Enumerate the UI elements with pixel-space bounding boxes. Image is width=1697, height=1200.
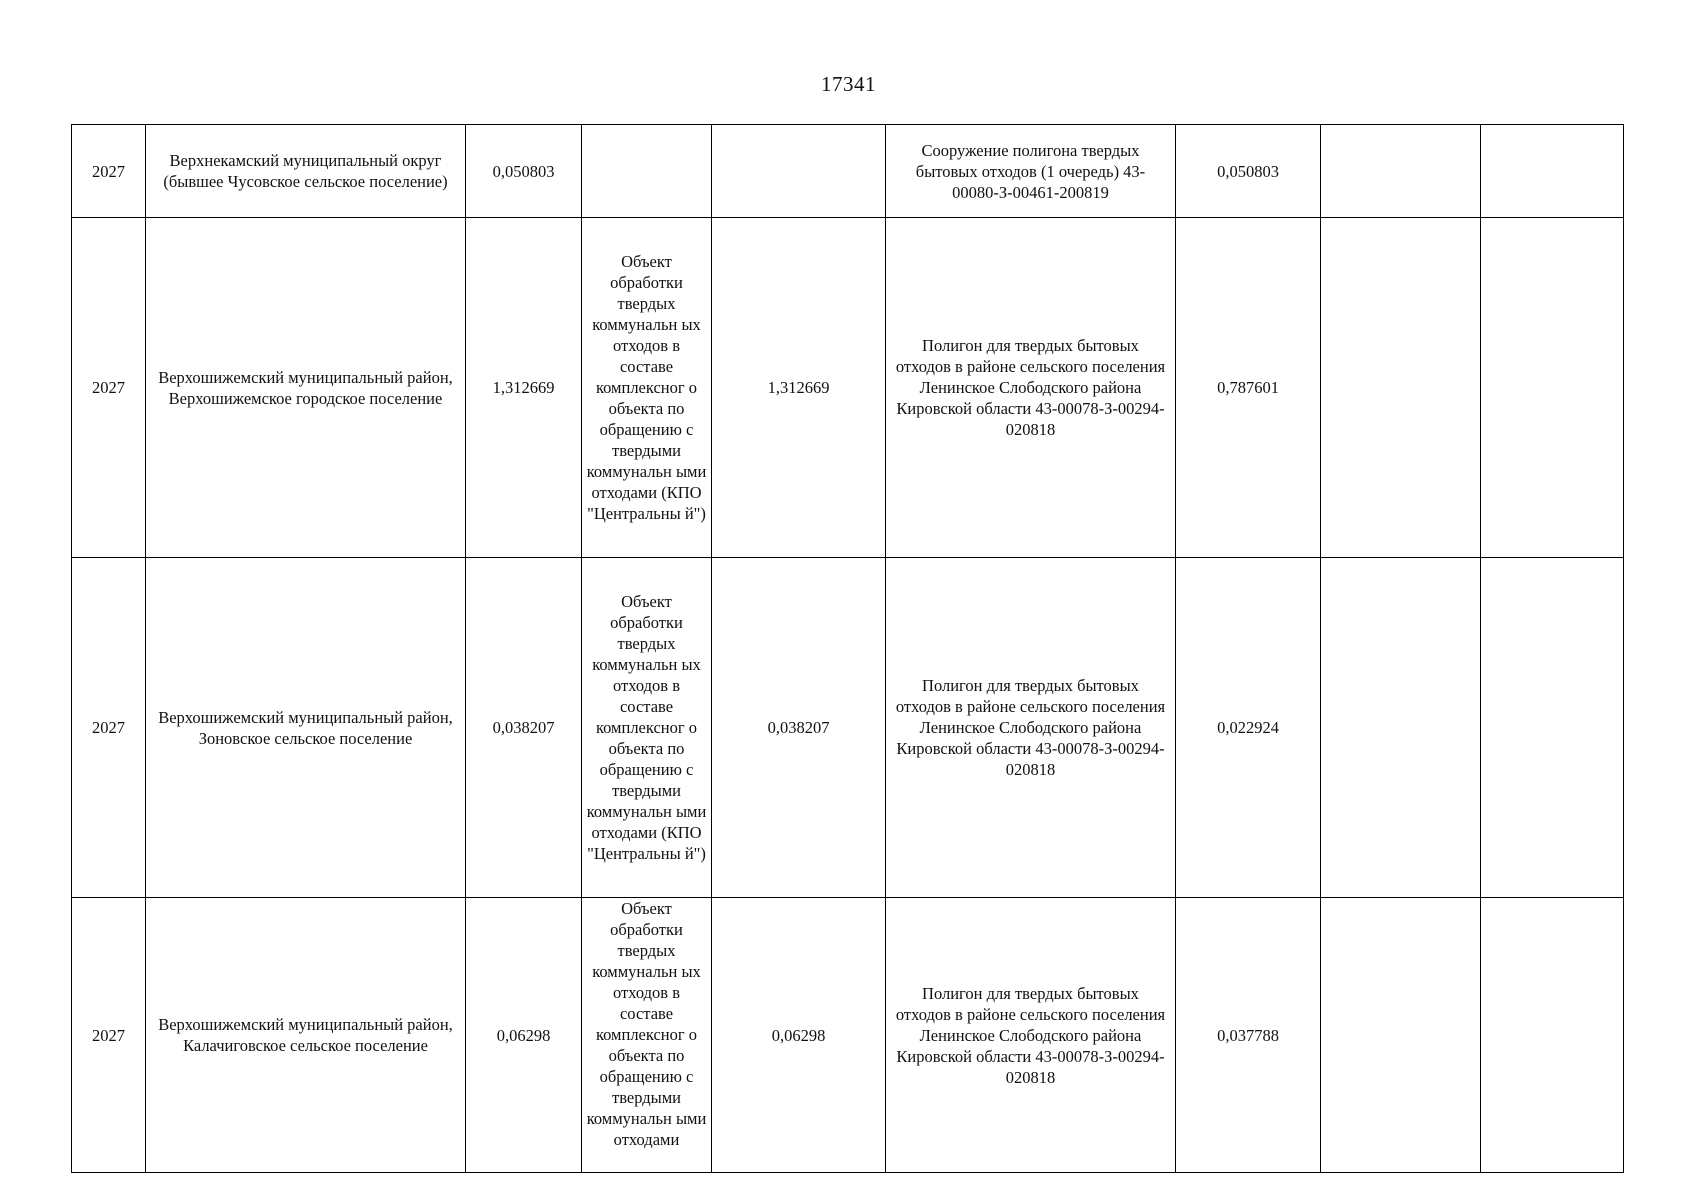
municipality-cell: Верхнекамский муниципальный округ (бывшее Чусовское сельское поселение) <box>146 125 466 218</box>
municipality-cell: Верхошижемский муниципальный район, Калачиговское сельское поселение <box>146 898 466 1173</box>
disposal-object-cell: Полигон для твердых бытовых отходов в районе сельского поселения Ленинское Слободского района Кировской области 43-00078-З-00294-020818 <box>886 558 1176 898</box>
table-row <box>72 218 1624 558</box>
municipality-cell: Верхошижемский муниципальный район, Верхошижемское городское поселение <box>146 218 466 558</box>
table-row <box>72 898 1624 1173</box>
disposal-volume-cell: 0,022924 <box>1176 558 1321 898</box>
waste-flow-table <box>71 124 1624 1173</box>
year-cell: 2027 <box>72 125 146 218</box>
year-cell: 2027 <box>72 558 146 898</box>
processing-volume-cell: 0,06298 <box>712 898 886 1173</box>
empty-cell-8 <box>1321 898 1481 1173</box>
processing-volume-cell <box>712 125 886 218</box>
processing-object-cell: Объект обработки твердых коммунальн ых отходов в составе комплексног о объекта по обращению с твердыми коммунальн ыми отходами <box>582 898 712 1173</box>
table-row <box>72 558 1624 898</box>
volume-total-cell: 0,050803 <box>466 125 582 218</box>
processing-object-cell: Объект обработки твердых коммунальн ых отходов в составе комплексног о объекта по обращению с твердыми коммунальн ыми отходами (КПО "Центральны й") <box>582 558 712 898</box>
processing-volume-cell: 1,312669 <box>712 218 886 558</box>
volume-total-cell: 1,312669 <box>466 218 582 558</box>
empty-cell-9 <box>1481 218 1624 558</box>
disposal-object-cell: Полигон для твердых бытовых отходов в районе сельского поселения Ленинское Слободского района Кировской области 43-00078-З-00294-020818 <box>886 898 1176 1173</box>
disposal-volume-cell: 0,050803 <box>1176 125 1321 218</box>
empty-cell-8 <box>1321 125 1481 218</box>
municipality-cell: Верхошижемский муниципальный район, Зоновское сельское поселение <box>146 558 466 898</box>
empty-cell-9 <box>1481 558 1624 898</box>
processing-object-cell <box>582 125 712 218</box>
year-cell: 2027 <box>72 898 146 1173</box>
empty-cell-8 <box>1321 558 1481 898</box>
year-cell: 2027 <box>72 218 146 558</box>
table-row <box>72 125 1624 218</box>
disposal-object-cell: Сооружение полигона твердых бытовых отходов (1 очередь) 43-00080-З-00461-200819 <box>886 125 1176 218</box>
empty-cell-9 <box>1481 898 1624 1173</box>
empty-cell-8 <box>1321 218 1481 558</box>
page-number: 17341 <box>821 72 876 96</box>
processing-volume-cell: 0,038207 <box>712 558 886 898</box>
volume-total-cell: 0,06298 <box>466 898 582 1173</box>
volume-total-cell: 0,038207 <box>466 558 582 898</box>
processing-object-cell: Объект обработки твердых коммунальн ых отходов в составе комплексног о объекта по обращению с твердыми коммунальн ыми отходами (КПО "Центральны й") <box>582 218 712 558</box>
disposal-object-cell: Полигон для твердых бытовых отходов в районе сельского поселения Ленинское Слободского района Кировской области 43-00078-З-00294-020818 <box>886 218 1176 558</box>
disposal-volume-cell: 0,037788 <box>1176 898 1321 1173</box>
disposal-volume-cell: 0,787601 <box>1176 218 1321 558</box>
empty-cell-9 <box>1481 125 1624 218</box>
